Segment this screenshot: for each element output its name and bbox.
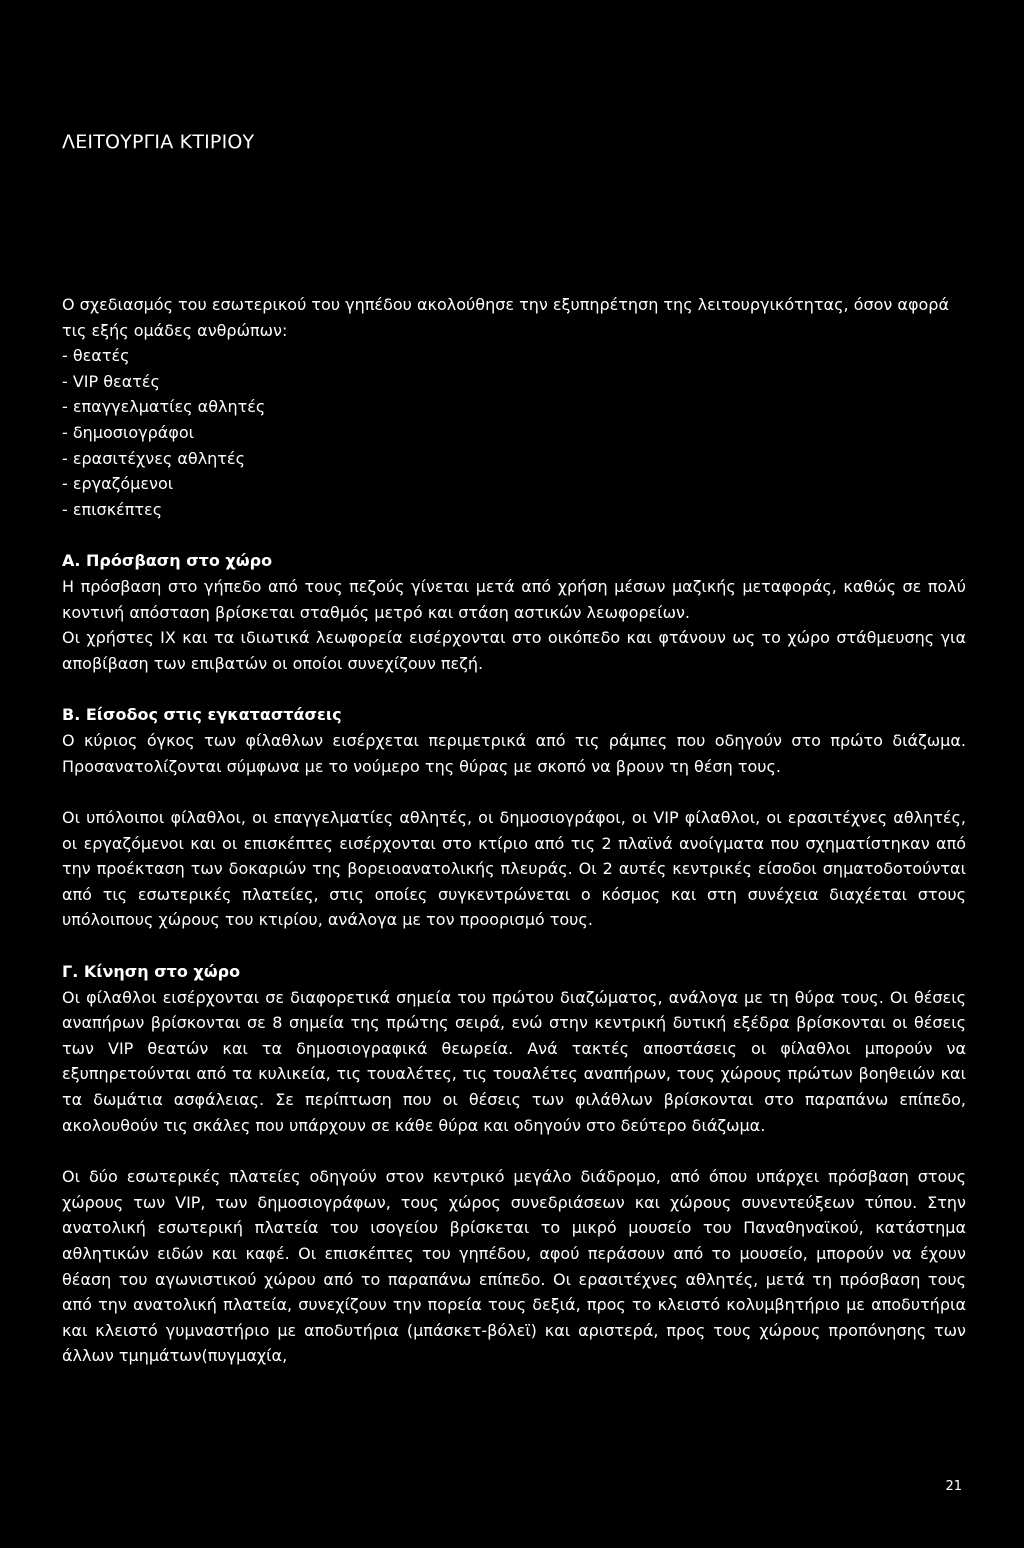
list-item: - επισκέπτες [62, 499, 163, 519]
page-number: 21 [945, 1479, 962, 1494]
section-c [62, 959, 966, 1369]
section-a-paragraph-2: Οι χρήστες ΙΧ και τα ιδιωτικά λεωφορεία εισέρχονται στο οικόπεδο και φτάνουν ως το χώρο στάθμευσης για αποβίβαση των επιβατών οι οποίοι συνεχίζουν πεζή. [62, 628, 966, 673]
section-a-paragraph-1: Η πρόσβαση στο γήπεδο από τους πεζούς γίνεται μετά από χρήση μέσων μαζικής μεταφοράς, καθώς σε πολύ κοντινή απόσταση βρίσκεται σταθμός μετρό και στάση αστικών λεωφορείων. [62, 576, 966, 622]
section-c-paragraph-2: Οι δύο εσωτερικές πλατείες οδηγούν στον κεντρικό μεγάλο διάδρομο, από όπου υπάρχει πρόσβαση στους χώρους των VIP, των δημοσιογράφων, τους χώρος συνεδριάσεων και χώρους συνεντεύξεων τύπου. Στην ανατολική εσωτερική πλατεία του ισογείου βρίσκεται το μικρό μουσείο του Παναθηναϊκού, κατάστημα αθλητικών ειδών και καφέ. Οι επισκέπτες του γηπέδου, αφού περάσουν από το μουσείο, μπορούν να έχουν θέαση του αγωνιστικού χώρου από το παραπάνω επίπεδο. Οι ερασιτέχνες αθλητές, μετά τη πρόσβαση τους από την ανατολική πλατεία, συνεχίζουν την πορεία τους δεξιά, προς το κλειστό κολυμβητήριο με αποδυτήρια και κλειστό γυμναστήριο με αποδυτήρια (μπάσκετ-βόλεϊ) και αριστερά, προς τους χώρους προπόνησης των άλλων τμημάτων(πυγμαχία, [62, 1167, 966, 1366]
intro-paragraph: Ο σχεδιασμός του εσωτερικού του γηπέδου ακολούθησε την εξυπηρέτηση της λειτουργικότητας, όσον αφορά τις εξής ομάδες ανθρώπων: [62, 295, 949, 340]
list-item: - ερασιτέχνες αθλητές [62, 448, 245, 468]
list-item: - δημοσιογράφοι [62, 422, 195, 442]
list-item: - θεατές [62, 346, 130, 366]
list-item: - VIP θεατές [62, 371, 160, 391]
section-c-heading: Γ. Κίνηση στο χώρο [62, 962, 241, 982]
section-a [62, 548, 966, 676]
document-body [62, 292, 966, 1369]
section-a-heading: Α. Πρόσβαση στο χώρο [62, 551, 273, 571]
section-c-paragraph-1: Οι φίλαθλοι εισέρχονται σε διαφορετικά σημεία του πρώτου διαζώματος, ανάλογα με τη θύρα τους. Οι θέσεις αναπήρων βρίσκονται σε 8 σημεία της πρώτης σειρά, ενώ στην κεντρική δυτική εξέδρα βρίσκονται οι θέσεις των VIP θεατών και τα δημοσιογραφικά θεωρεία. Ανά τακτές αποστάσεις οι φίλαθλοι μπορούν να εξυπηρετούνται από τα κυλικεία, τις τουαλέτες, τις τουαλέτες αναπήρων, τους χώρους πρώτων βοηθειών και τα δωμάτια ασφάλειας. Σε περίπτωση που οι θέσεις των φιλάθλων βρίσκονται στο παραπάνω επίπεδο, ακολουθούν τις σκάλες που υπάρχουν σε κάθε θύρα και οδηγούν στο δεύτερο διάζωμα. [62, 987, 966, 1135]
section-b [62, 702, 966, 933]
list-item: - εργαζόμενοι [62, 474, 174, 494]
section-b-paragraph-2: Οι υπόλοιποι φίλαθλοι, οι επαγγελματίες αθλητές, οι δημοσιογράφοι, οι VIP φίλαθλοι, οι ερασιτέχνες αθλητές, οι εργαζόμενοι και οι επισκέπτες εισέρχονται στο κτίριο από τις 2 πλαϊνά ανοίγματα που σχηματίστηκαν από την προέκταση των δοκαριών της βορειοανατολικής πλευράς. Οι 2 αυτές κεντρικές είσοδοι σηματοδοτούνται από τις εσωτερικές πλατείες, στις οποίες συγκεντρώνεται ο κόσμος και στη συνέχεια διαχέεται στους υπόλοιπους χώρους του κτιρίου, ανάλογα με τον προορισμό τους. [62, 808, 967, 930]
section-b-heading: Β. Είσοδος στις εγκαταστάσεις [62, 705, 342, 725]
section-b-paragraph-1: Ο κύριος όγκος των φίλαθλων εισέρχεται περιμετρικά από τις ράμπες που οδηγούν στο πρώτο διάζωμα. Προσανατολίζονται σύμφωνα με το νούμερο της θύρας με σκοπό να βρουν τη θέση τους. [62, 730, 966, 776]
list-item: - επαγγελματίες αθλητές [62, 397, 266, 417]
page-title: ΛΕΙΤΟΥΡΓΙΑ ΚΤΙΡΙΟΥ [62, 131, 255, 153]
groups-list [62, 343, 966, 522]
